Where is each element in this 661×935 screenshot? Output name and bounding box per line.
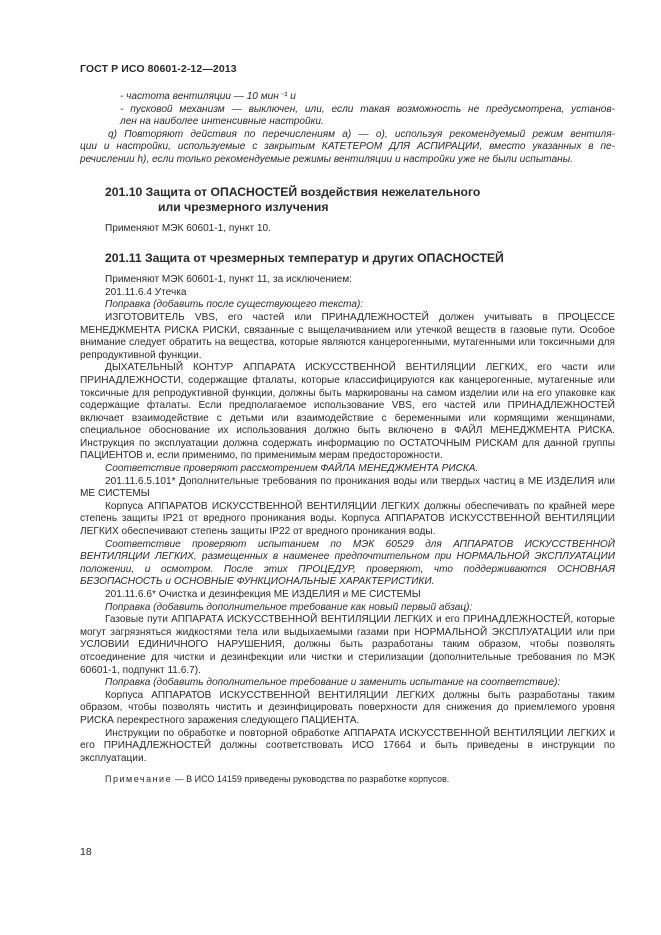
section-heading: 201.10 Защита от ОПАСНОСТЕЙ воздействия нежелательного — [105, 184, 481, 199]
note-label: Примечание — [105, 774, 173, 785]
list-item: - пусковой механизм — выключен, или, если такая возможность не предусмотрена, установ- — [120, 103, 615, 115]
list-item: - частота вентиляции — 10 мин⁻¹ и — [120, 91, 296, 102]
list-item-continuation: лен на наиболее интенсивные настройки. — [120, 116, 324, 128]
paragraph: Инструкции по обработке и повторной обработке АППАРАТА ИСКУССТВЕННОЙ ВЕНТИЛЯЦИИ ЛЕГКИХ и его ПРИНАДЛЕЖНОСТЕЙ должны соответствовать ИСО 17664 и быть приведены в инструкции по эксплуатации. — [80, 727, 615, 764]
list-item: q) Повторяют действия по перечислениям а) — о), используя рекомендуемый режим вентиля- — [108, 128, 615, 140]
document-body — [80, 91, 615, 786]
paragraph: ДЫХАТЕЛЬНЫЙ КОНТУР АППАРАТА ИСКУССТВЕННОЙ ВЕНТИЛЯЦИИ ЛЕГКИХ, его части или ПРИНАДЛЕЖНОСТИ, содержащие фталаты, которые классифицируются как канцерогенные, мутагенные или токсичные для репродуктивной функции, должны быть маркированы на самом изделии или на его упаковке как содержащие фталаты. Если предполагаемое использование VBS, его частей или ПРИНАДЛЕЖНОСТЕЙ включает взаимодействие с детьми или взаимодействие с беременными или кормящими женщинами, специальное обоснование их использования должно быть включено в ФАЙЛ МЕНЕДЖМЕНТА РИСКА. Инструкция по эксплуатации должна содержать информацию по ОСТАТОЧНЫМ РИСКАМ для данной группы ПАЦИЕНТОВ и, если применимо, по применимым мерам предосторожности. — [80, 362, 615, 462]
paragraph: Газовые пути АППАРАТА ИСКУССТВЕННОЙ ВЕНТИЛЯЦИИ ЛЕГКИХ и его ПРИНАДЛЕЖНОСТЕЙ, которые могут загрязняться жидкостями тела или выдыхаемыми газами при НОРМАЛЬНОЙ ЭКСПЛУАТАЦИИ или при УСЛОВИИ ЕДИНИЧНОГО НАРУШЕНИЯ, должны быть разработаны таким образом, чтобы позволять отсоединение для чистки и дезинфекции или чистки и стерилизации (дополнительные требования по МЭК 60601-1, подпункт 11.6.7). — [80, 614, 615, 676]
compliance-note: Соответствие проверяют рассмотрением ФАЙЛА МЕНЕДЖМЕНТА РИСКА. — [105, 463, 479, 475]
paragraph: Корпуса АППАРАТОВ ИСКУССТВЕННОЙ ВЕНТИЛЯЦИИ ЛЕГКИХ должны обеспечивать по крайней мере степень защиты IP21 от вредного проникания воды. Корпуса АППАРАТОВ ИСКУССТВЕННОЙ ВЕНТИЛЯЦИИ ЛЕГКИХ обеспечивают степень защиты IP22 от вредного проникания воды. — [80, 500, 615, 538]
subsection-title: 201.11.6.4 Утечка — [105, 286, 187, 298]
page-number: 18 — [80, 846, 92, 858]
paragraph: Применяют МЭК 60601-1, пункт 11, за исключением: — [105, 274, 352, 286]
amendment-note: Поправка (добавить дополнительное требование и заменить испытание на соответствие): — [105, 677, 561, 689]
document-header: ГОСТ Р ИСО 80601-2-12—2013 — [80, 63, 237, 75]
compliance-note: Соответствие проверяют испытанием по МЭК 60529 для АППАРАТОВ ИСКУССТВЕННОЙ ВЕНТИЛЯЦИИ ЛЕГКИХ, размещенных в наименее предпочтительном при НОРМАЛЬНОЙ ЭКСПЛУАТАЦИИ положении, и осмотром. После этих ПРОЦЕДУР, проверяют, что поддерживаются ОСНОВНАЯ БЕЗОПАСНОСТЬ и ОСНОВНЫЕ ФУНКЦИОНАЛЬНЫЕ ХАРАКТЕРИСТИКИ. — [80, 538, 615, 588]
section-heading: 201.11 Защита от чрезмерных температур и других ОПАСНОСТЕЙ — [105, 251, 504, 266]
list-item-continuation: ции и настройки, используемые с закрытым КАТЕТЕРОМ ДЛЯ АСПИРАЦИИ, вместо указанных в пе- — [80, 141, 615, 153]
paragraph: ИЗГОТОВИТЕЛЬ VBS, его частей или ПРИНАДЛЕЖНОСТЕЙ должен учитывать в ПРОЦЕССЕ МЕНЕДЖМЕНТА РИСКА РИСКИ, связанные с выщелачиванием или утечкой веществ в газовые пути. Особое внимание следует обратить на вещества, которые являются канцерогенными, мутагенными или токсичными для репродуктивной функции. — [80, 311, 615, 361]
subsection-title: 201.11.6.5.101* Дополнительные требования по проникания воды или твердых частиц в МЕ ИЗДЕЛИЯ или МЕ СИСТЕМЫ — [80, 475, 615, 500]
paragraph: Корпуса АППАРАТОВ ИСКУССТВЕННОЙ ВЕНТИЛЯЦИИ ЛЕГКИХ должны быть разработаны таким образом, чтобы позволять чистить и дезинфицировать поверхности для снижения до приемлемого уровня РИСКА перекрестного заражения следующего ПАЦИЕНТА. — [80, 689, 615, 726]
subsection-title: 201.11.6.6* Очистка и дезинфекция МЕ ИЗДЕЛИЯ и МЕ СИСТЕМЫ — [105, 589, 421, 600]
amendment-note: Поправка (добавить после существующего текста): — [105, 299, 364, 311]
amendment-note: Поправка (добавить дополнительное требование как новый первый абзац): — [105, 601, 473, 613]
section-heading: или чрезмерного излучения — [158, 199, 329, 214]
paragraph: Применяют МЭК 60601-1, пункт 10. — [105, 222, 271, 234]
note-text: — В ИСО 14159 приведены руководства по разработке корпусов. — [172, 774, 450, 785]
list-item-continuation: речислении h), если только рекомендуемые режимы вентиляции и настройки уже не были испытаны. — [80, 153, 573, 165]
note — [80, 773, 615, 786]
